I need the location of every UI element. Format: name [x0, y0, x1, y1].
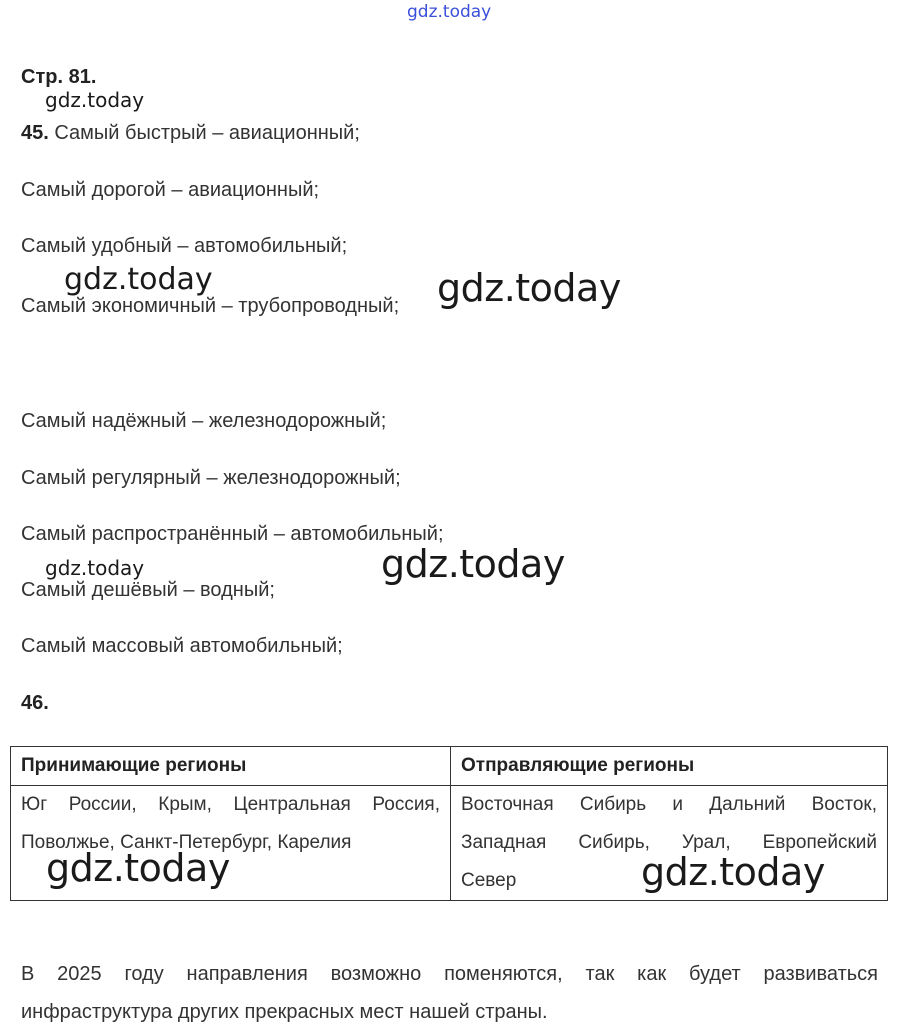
answer-line: Самый дешёвый – водный;	[21, 579, 275, 601]
cell-line: Поволжье, Санкт-Петербург, Карелия	[21, 832, 352, 853]
answer-line: Самый надёжный – железнодорожный;	[21, 410, 387, 432]
watermark: gdz.today	[46, 846, 230, 890]
answer-line: Самый дорогой – авиационный;	[21, 179, 320, 201]
answer-line: Самый регулярный – железнодорожный;	[21, 467, 401, 489]
watermark: gdz.today	[64, 262, 213, 297]
answer-text: Самый быстрый – авиационный;	[54, 122, 360, 144]
cell-line: Север	[461, 870, 517, 891]
answer-line: Самый экономичный – трубопроводный;	[21, 295, 400, 317]
answer-line: Самый массовый автомобильный;	[21, 635, 343, 657]
task-46-number: 46.	[21, 692, 49, 714]
cell-line: Восточная Сибирь и Дальний Восток,	[461, 794, 877, 815]
task-number: 45.	[21, 122, 49, 144]
task-45-first-line	[21, 121, 360, 145]
watermark-top: gdz.today	[407, 2, 492, 22]
answer-line: Самый удобный – автомобильный;	[21, 235, 348, 257]
table-header-row	[11, 747, 888, 786]
watermark: gdz.today	[437, 266, 621, 310]
table-header-receiving: Принимающие регионы	[11, 747, 451, 786]
watermark: gdz.today	[641, 850, 825, 894]
cell-line: Юг России, Крым, Центральная Россия,	[21, 794, 440, 815]
task-46-conclusion: В 2025 году направления возможно поменяются, так как будет развиваться инфраструктура других прекрасных мест нашей страны.	[21, 963, 878, 1023]
watermark: gdz.today	[45, 88, 145, 112]
page-number-heading: Стр. 81.	[21, 66, 97, 88]
watermark: gdz.today	[45, 556, 145, 580]
answer-line: Самый распространённый – автомобильный;	[21, 523, 444, 545]
cell-line: Западная Сибирь, Урал, Европейский	[461, 832, 877, 853]
watermark: gdz.today	[381, 542, 565, 586]
table-header-sending: Отправляющие регионы	[451, 747, 888, 786]
